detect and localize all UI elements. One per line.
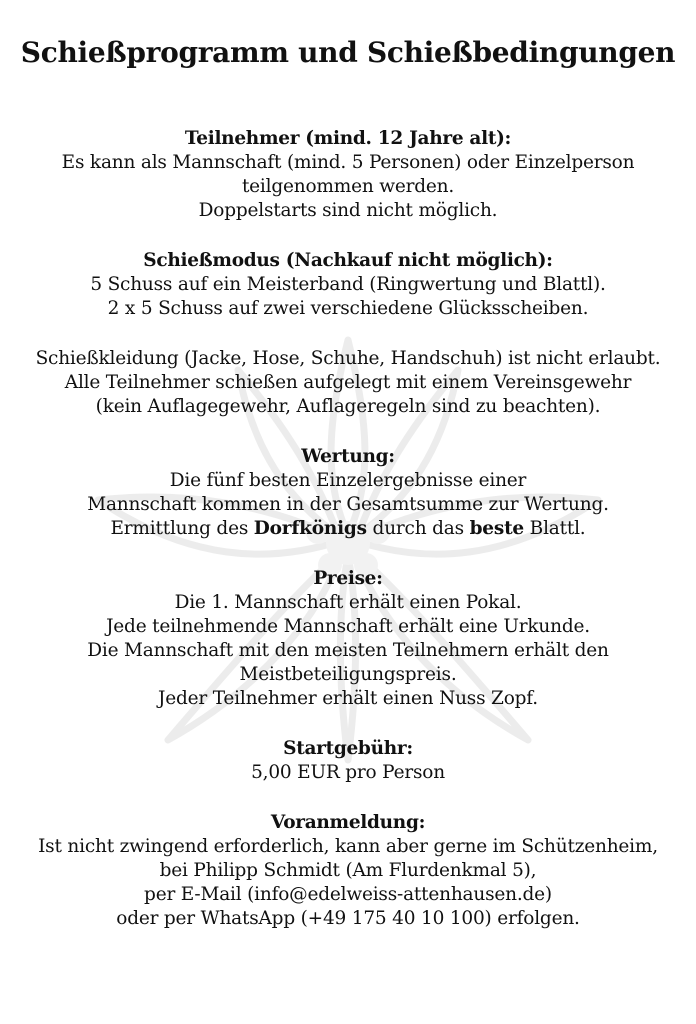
wertung-text: durch das [366,518,470,539]
beste-bold: beste [469,518,524,539]
teilnehmer-line: teilgenommen werden. [241,176,455,197]
wertung-text: Blattl. [524,518,586,539]
wertung-line: Die fünf besten Einzelergebnisse einer [169,470,527,491]
teilnehmer-heading: Teilnehmer (mind. 12 Jahre alt): [184,128,512,149]
voranmeldung-line: Ist nicht zwingend erforderlich, kann aber gerne im Schützenheim, [38,836,658,857]
preise-line: Die 1. Mannschaft erhält einen Pokal. [174,592,522,613]
wertung-line-dorfkoenig [0,517,696,541]
startgebuehr-line: 5,00 EUR pro Person [251,762,445,783]
section-schiessmodus [0,249,696,321]
preise-line: Meistbeteiligungspreis. [239,664,457,685]
wertung-line: Mannschaft kommen in der Gesamtsumme zur Wertung. [87,494,609,515]
preise-line: Die Mannschaft mit den meisten Teilnehmern erhält den [87,640,609,661]
voranmeldung-email-line: per E-Mail (info@edelweiss-attenhausen.de) [144,884,552,905]
voranmeldung-heading: Voranmeldung: [270,812,426,833]
voranmeldung-whatsapp-line: oder per WhatsApp (+49 175 40 10 100) erfolgen. [116,908,580,929]
section-startgebuehr [0,737,696,785]
wertung-heading: Wertung: [301,446,395,467]
preise-heading: Preise: [313,568,383,589]
kleidung-line: Alle Teilnehmer schießen aufgelegt mit einem Vereinsgewehr [64,372,632,393]
kleidung-line: Schießkleidung (Jacke, Hose, Schuhe, Handschuh) ist nicht erlaubt. [35,348,661,369]
schiessmodus-heading: Schießmodus (Nachkauf nicht möglich): [143,250,553,271]
document-title: Schießprogramm und Schießbedingungen [20,36,676,69]
kleidung-line: (kein Auflagegewehr, Auflageregeln sind zu beachten). [95,396,601,417]
section-voranmeldung [0,811,696,931]
dorfkoenig-bold: Dorfkönigs [253,518,367,539]
wertung-text: Ermittlung des [110,518,254,539]
voranmeldung-line: bei Philipp Schmidt (Am Flurdenkmal 5), [159,860,537,881]
schiessmodus-line: 5 Schuss auf ein Meisterband (Ringwertung und Blattl). [90,274,606,295]
section-teilnehmer [0,127,696,223]
startgebuehr-heading: Startgebühr: [283,738,413,759]
section-kleidung [0,347,696,419]
preise-line: Jeder Teilnehmer erhält einen Nuss Zopf. [158,688,538,709]
section-wertung [0,445,696,541]
section-preise [0,567,696,711]
schiessmodus-line: 2 x 5 Schuss auf zwei verschiedene Glücksscheiben. [107,298,589,319]
teilnehmer-line: Doppelstarts sind nicht möglich. [198,200,498,221]
preise-line: Jede teilnehmende Mannschaft erhält eine Urkunde. [106,616,590,637]
teilnehmer-line: Es kann als Mannschaft (mind. 5 Personen) oder Einzelperson [61,152,635,173]
